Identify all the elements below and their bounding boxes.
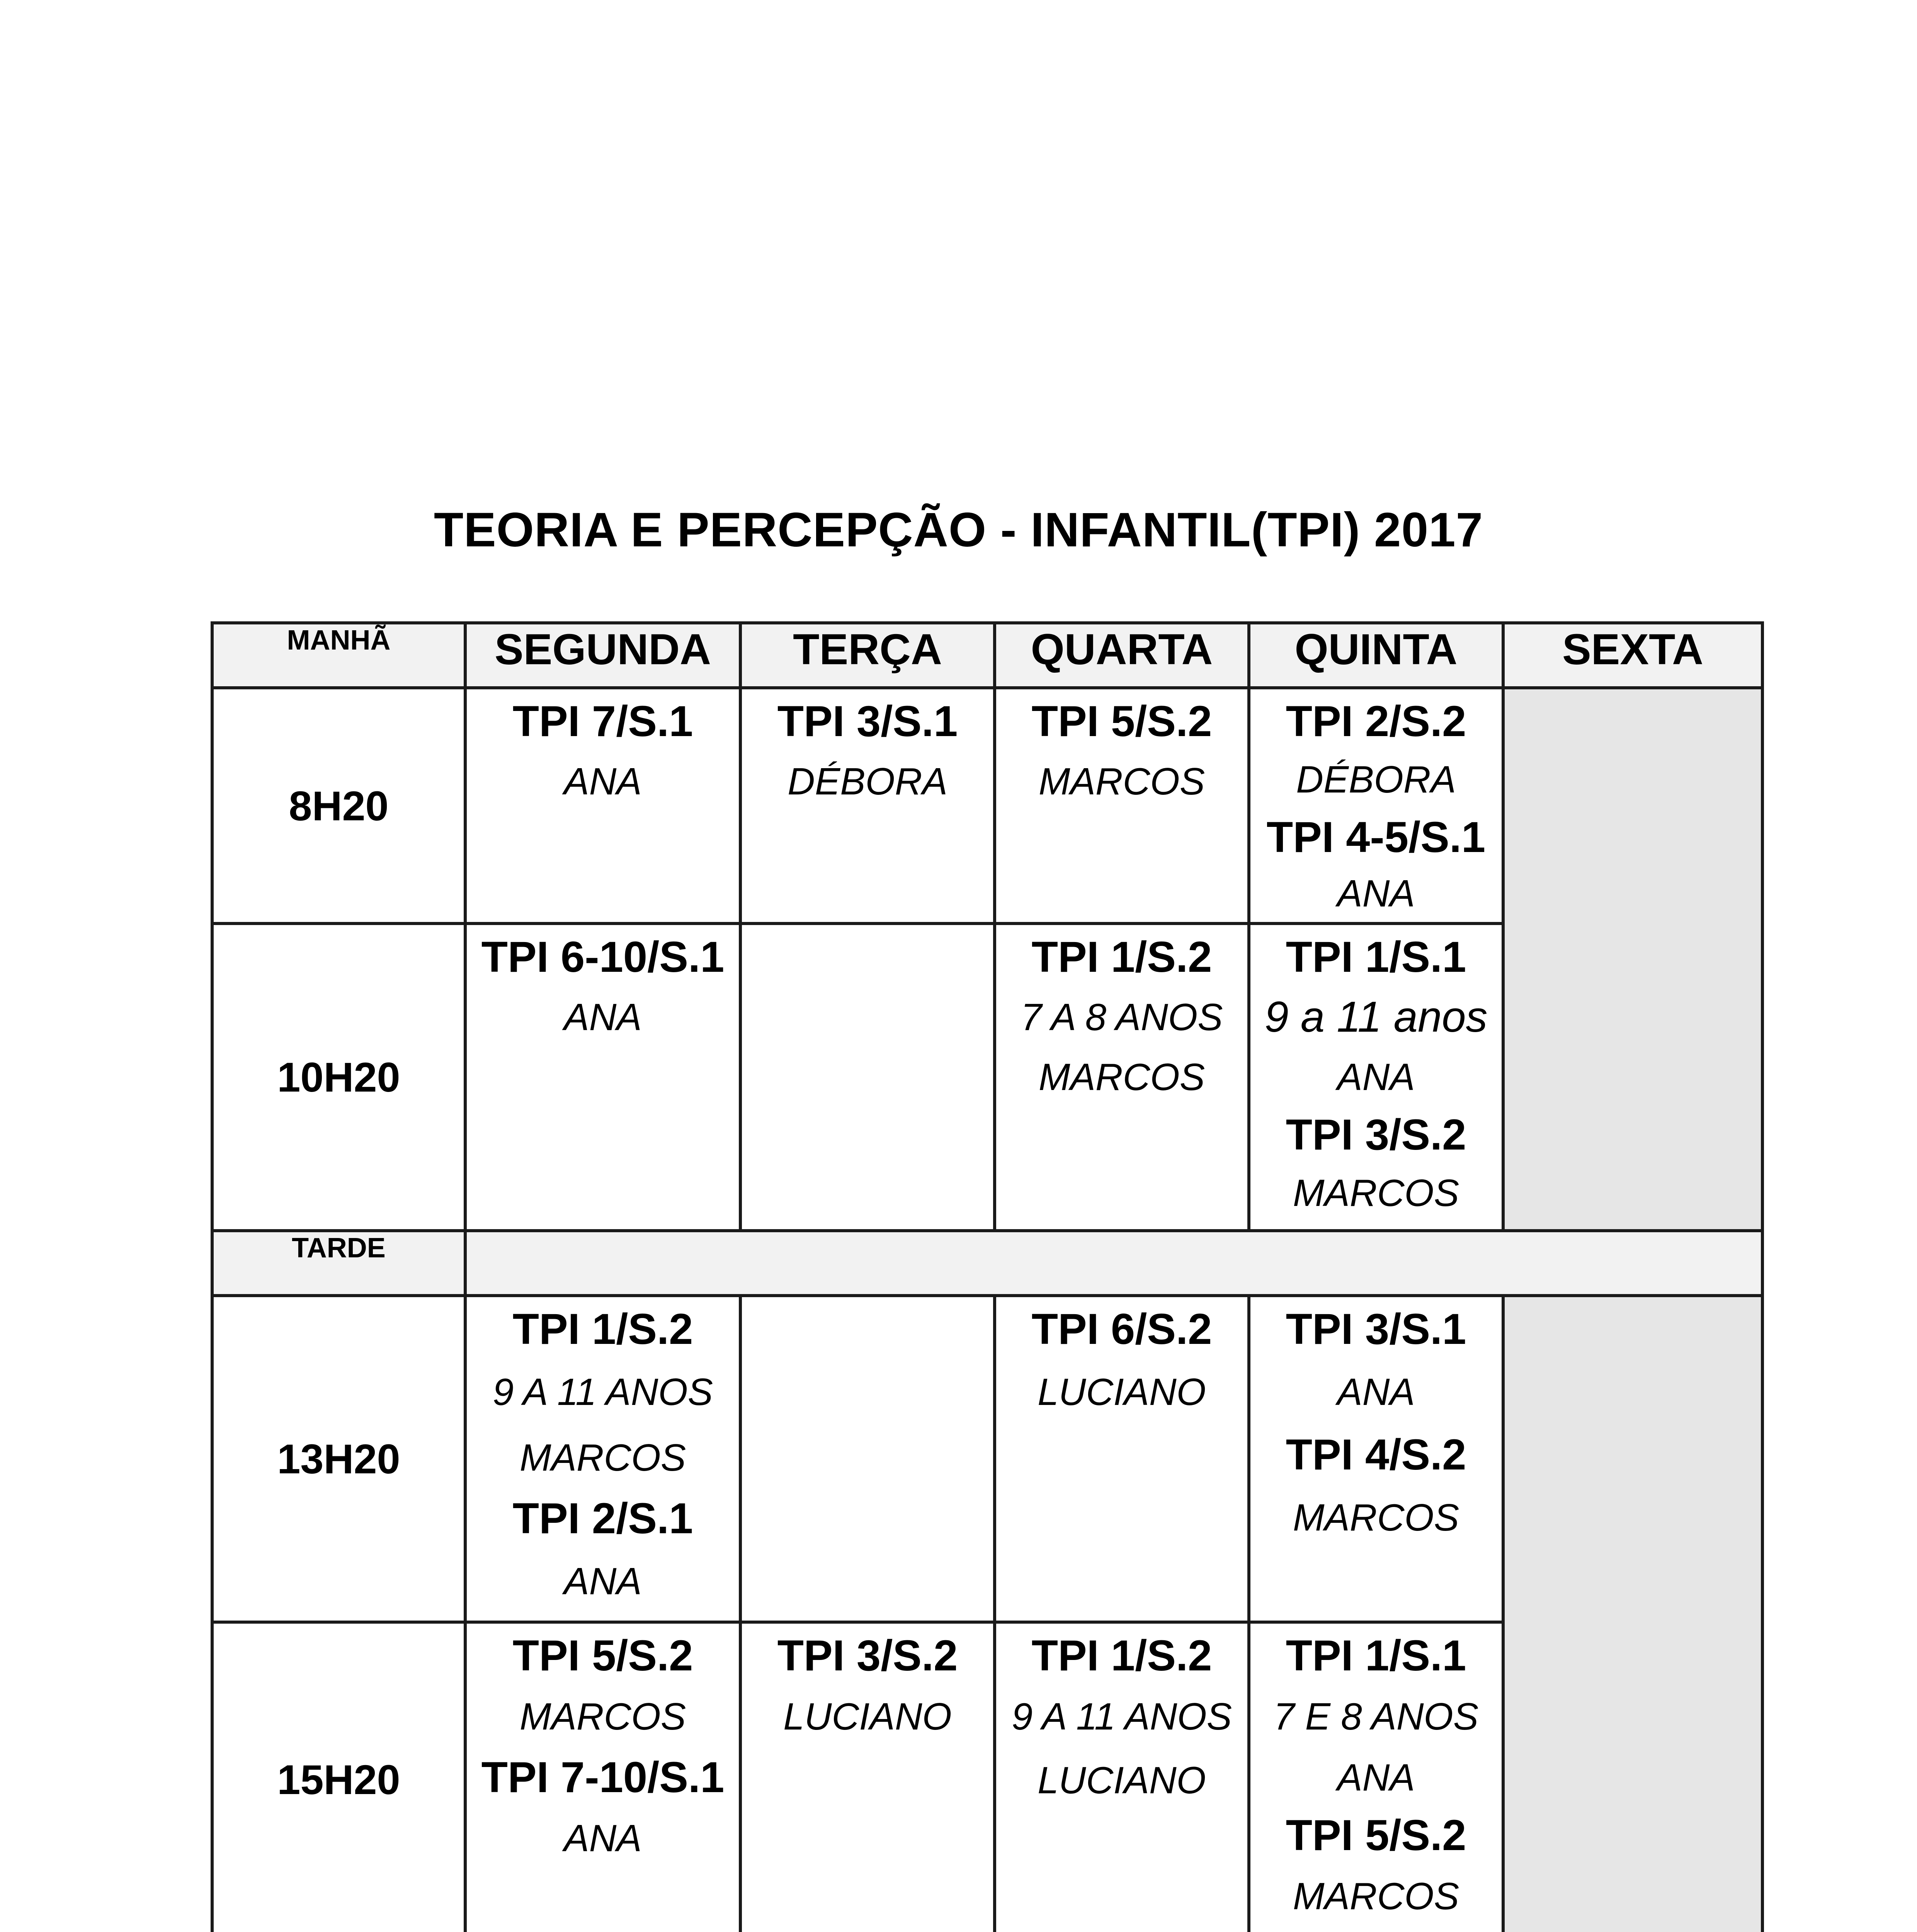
teacher-label: MARCOS bbox=[519, 1436, 686, 1479]
teacher-label: MARCOS bbox=[1293, 1172, 1459, 1214]
cell-segunda-15h20 bbox=[465, 1622, 740, 1932]
teacher-label: LUCIANO bbox=[1038, 1759, 1206, 1801]
teacher-label: MARCOS bbox=[1038, 760, 1205, 803]
age-label: 7 A 8 ANOS bbox=[1021, 996, 1223, 1038]
class-label: TPI 3/S.1 bbox=[777, 697, 958, 745]
class-label: TPI 3/S.2 bbox=[1286, 1111, 1466, 1159]
cell-quarta-13h20 bbox=[995, 1296, 1249, 1622]
schedule-table bbox=[211, 621, 1764, 1932]
teacher-label: ANA bbox=[1337, 1756, 1415, 1799]
page-title: TEORIA E PERCEPÇÃO - INFANTIL(TPI) 2017 bbox=[434, 503, 1483, 557]
teacher-label: MARCOS bbox=[1293, 1496, 1459, 1539]
age-label: 9 A 11 ANOS bbox=[492, 1371, 713, 1413]
cell-segunda-13h20 bbox=[465, 1296, 740, 1622]
cell-sexta-tarde bbox=[1503, 1296, 1762, 1932]
teacher-label: ANA bbox=[1337, 1056, 1415, 1098]
header-terca: TERÇA bbox=[740, 623, 995, 688]
class-label: TPI 1/S.2 bbox=[1031, 933, 1212, 981]
age-label: 9 A 11 ANOS bbox=[1011, 1695, 1232, 1738]
cell-quinta-15h20 bbox=[1249, 1622, 1503, 1932]
cell-quarta-8h20 bbox=[995, 688, 1249, 923]
class-label: TPI 5/S.2 bbox=[512, 1631, 693, 1680]
cell-terca-15h20 bbox=[740, 1622, 995, 1932]
class-label: TPI 2/S.1 bbox=[512, 1494, 693, 1543]
teacher-label: MARCOS bbox=[1038, 1056, 1205, 1098]
class-label: TPI 2/S.2 bbox=[1286, 697, 1466, 745]
teacher-label: MARCOS bbox=[1293, 1875, 1459, 1917]
class-label: TPI 3/S.1 bbox=[1286, 1305, 1466, 1353]
cell-terca-8h20 bbox=[740, 688, 995, 923]
class-label: TPI 6/S.2 bbox=[1031, 1305, 1212, 1353]
cell-quinta-8h20 bbox=[1249, 688, 1503, 923]
cell-segunda-10h20 bbox=[465, 923, 740, 1231]
cell-terca-10h20 bbox=[740, 923, 995, 1231]
header-quarta: QUARTA bbox=[995, 623, 1249, 688]
teacher-label: MARCOS bbox=[519, 1695, 686, 1738]
cell-quarta-15h20 bbox=[995, 1622, 1249, 1932]
class-label: TPI 1/S.1 bbox=[1286, 1631, 1466, 1680]
teacher-label: DÉBORA bbox=[788, 760, 947, 803]
header-segunda: SEGUNDA bbox=[465, 623, 740, 688]
row-8h20 bbox=[212, 688, 1762, 923]
class-label: TPI 1/S.2 bbox=[1031, 1631, 1212, 1680]
cell-quarta-10h20 bbox=[995, 923, 1249, 1231]
row-13h20 bbox=[212, 1296, 1762, 1622]
class-label: TPI 1/S.2 bbox=[512, 1305, 693, 1353]
time-cell: 8H20 bbox=[212, 688, 465, 923]
teacher-label: ANA bbox=[1337, 1371, 1415, 1413]
teacher-label: ANA bbox=[564, 996, 642, 1038]
cell-sexta-manha bbox=[1503, 688, 1762, 1231]
cell-quinta-10h20 bbox=[1249, 923, 1503, 1231]
header-quinta: QUINTA bbox=[1249, 623, 1503, 688]
header-sexta: SEXTA bbox=[1503, 623, 1762, 688]
teacher-label: ANA bbox=[564, 1560, 642, 1602]
class-label: TPI 3/S.2 bbox=[777, 1631, 958, 1680]
class-label: TPI 1/S.1 bbox=[1286, 933, 1466, 981]
teacher-label: LUCIANO bbox=[1038, 1371, 1206, 1413]
teacher-label: ANA bbox=[564, 760, 642, 803]
time-cell: 13H20 bbox=[212, 1296, 465, 1622]
class-label: TPI 7-10/S.1 bbox=[481, 1753, 725, 1801]
time-cell: 10H20 bbox=[212, 923, 465, 1231]
class-label: TPI 4/S.2 bbox=[1286, 1430, 1466, 1479]
teacher-label: ANA bbox=[564, 1817, 642, 1859]
header-manha: MANHÃ bbox=[212, 623, 465, 688]
time-cell: 15H20 bbox=[212, 1622, 465, 1932]
cell-quinta-13h20 bbox=[1249, 1296, 1503, 1622]
age-label: 9 a 11 anos bbox=[1264, 993, 1488, 1041]
teacher-label: LUCIANO bbox=[783, 1695, 952, 1738]
header-row bbox=[212, 623, 1762, 688]
teacher-label: ANA bbox=[1337, 872, 1415, 915]
tarde-filler bbox=[465, 1231, 1762, 1296]
teacher-label: DÉBORA bbox=[1296, 758, 1456, 801]
tarde-label: TARDE bbox=[212, 1231, 465, 1296]
class-label: TPI 5/S.2 bbox=[1031, 697, 1212, 745]
class-label: TPI 4-5/S.1 bbox=[1266, 813, 1486, 861]
age-label: 7 E 8 ANOS bbox=[1273, 1695, 1479, 1738]
cell-terca-13h20 bbox=[740, 1296, 995, 1622]
tarde-row bbox=[212, 1231, 1762, 1296]
class-label: TPI 5/S.2 bbox=[1286, 1811, 1466, 1859]
class-label: TPI 7/S.1 bbox=[512, 697, 693, 745]
class-label: TPI 6-10/S.1 bbox=[481, 933, 725, 981]
cell-segunda-8h20 bbox=[465, 688, 740, 923]
